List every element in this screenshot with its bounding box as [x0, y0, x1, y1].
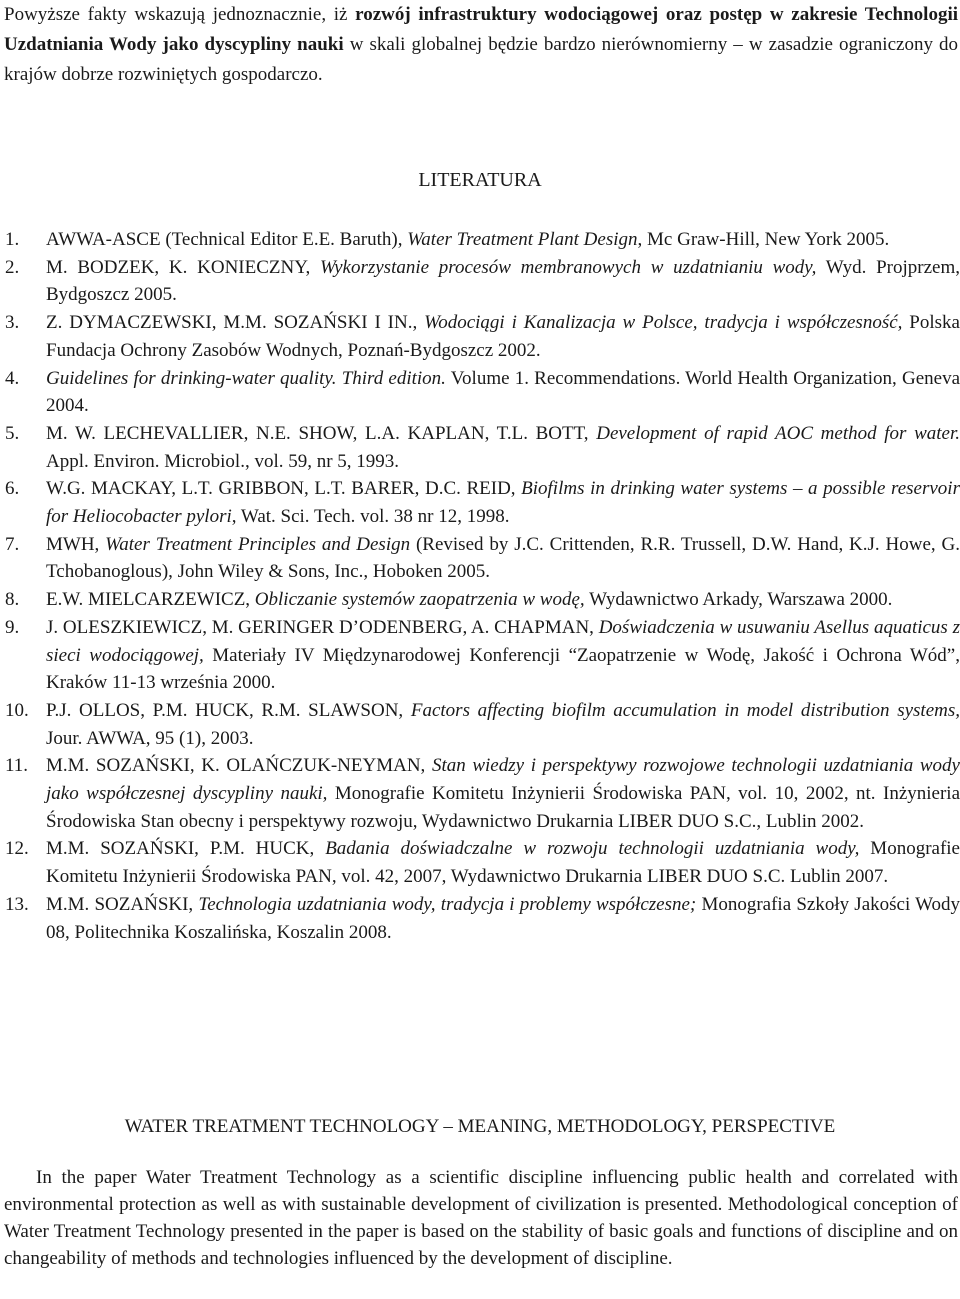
reference-authors: W.G. MACKAY, L.T. GRIBBON, L.T. BARER, D.C. REID,: [46, 478, 522, 500]
reference-title: Wodociągi i Kanalizacja w Polsce, tradycja i współczesność,: [424, 312, 903, 334]
reference-publication: Monografie Komitetu Inżynierii Środowiska PAN, vol. 42, 2007, Wydawnictwo Drukarnia LIBER DUO S.C. Lublin 2007.: [46, 838, 960, 888]
reference-publication: , Mc Graw-Hill, New York 2005.: [637, 229, 890, 250]
reference-body: [46, 752, 960, 835]
reference-title: Badania doświadczalne w rozwoju technologii uzdatniania wody,: [325, 838, 860, 860]
reference-number: 10.: [5, 699, 29, 721]
reference-title: Water Treatment Plant Design: [407, 229, 638, 250]
reference-authors: P.J. OLLOS, P.M. HUCK, R.M. SLAWSON,: [46, 699, 411, 721]
reference-item: [0, 586, 960, 614]
reference-item: [0, 365, 960, 420]
reference-authors: M. BODZEK, K. KONIECZNY,: [46, 256, 320, 278]
reference-item: [0, 309, 960, 364]
reference-body: [46, 835, 960, 890]
reference-body: [46, 420, 960, 475]
reference-number: 8.: [5, 589, 20, 611]
reference-title: Guidelines for drinking-water quality. Third edition.: [46, 367, 446, 389]
reference-body: [46, 697, 960, 752]
reference-publication: Polska Fundacja Ochrony Zasobów Wodnych, Poznań-Bydgoszcz 2002.: [46, 312, 960, 361]
reference-item: [0, 475, 960, 530]
reference-list: [0, 226, 960, 946]
reference-authors: M. W. LECHEVALLIER, N.E. SHOW, L.A. KAPLAN, T.L. BOTT,: [46, 422, 597, 444]
abstract-paragraph: [4, 1164, 958, 1272]
reference-item: [0, 614, 960, 697]
reference-item: [0, 254, 960, 309]
reference-body: [46, 614, 960, 697]
abstract-text: In the paper Water Treatment Technology as a scientific discipline influencing public health and correlated with environmental protection as well as with sustainable development of civilization is presented. Methodological conception of Water Treatment Technology presented in the paper is based on the stability of basic goals and functions of discipline and on changeability of methods and technologies influenced by the development of discipline.: [4, 1167, 958, 1269]
reference-title: Stan wiedzy i perspektywy rozwojowe technologii uzdatniania wody jako współczesnej dyscypliny nauki,: [46, 755, 960, 805]
reference-body: [46, 254, 960, 309]
reference-number: 13.: [5, 893, 29, 915]
reference-number: 11.: [5, 755, 29, 777]
reference-title: Water Treatment Principles and Design: [105, 533, 411, 555]
reference-authors: AWWA-ASCE (Technical Editor E.E. Baruth),: [46, 229, 408, 250]
reference-authors: MWH,: [46, 533, 106, 555]
reference-item: [0, 226, 960, 254]
reference-authors: M.M. SOZAŃSKI,: [46, 893, 199, 915]
reference-number: 5.: [5, 422, 20, 444]
reference-number: 1.: [5, 229, 20, 250]
reference-body: [46, 891, 960, 946]
intro-paragraph: [4, 0, 958, 90]
reference-authors: J. OLESZKIEWICZ, M. GERINGER D’ODENBERG, A. CHAPMAN,: [46, 616, 599, 638]
english-title: WATER TREATMENT TECHNOLOGY – MEANING, METHODOLOGY, PERSPECTIVE: [124, 1116, 836, 1137]
reference-authors: Z. DYMACZEWSKI, M.M. SOZAŃSKI I IN.,: [46, 312, 425, 334]
reference-body: [46, 475, 960, 530]
reference-publication: Appl. Environ. Microbiol., vol. 59, nr 5, 1993.: [46, 450, 400, 472]
reference-title: Doświadczenia w usuwaniu Asellus aquaticus z sieci wodociągowej,: [46, 616, 960, 666]
reference-authors: E.W. MIELCARZEWICZ,: [46, 589, 255, 611]
reference-authors: M.M. SOZAŃSKI, P.M. HUCK,: [46, 838, 326, 860]
reference-title: Biofilms in drinking water systems – a possible reservoir for Heliocobacter pylori: [46, 478, 960, 528]
reference-publication: Wyd. Projprzem, Bydgoszcz 2005.: [46, 256, 960, 306]
literature-heading: LITERATURA: [418, 169, 542, 191]
reference-item: [0, 835, 960, 890]
reference-number: 6.: [5, 478, 20, 500]
reference-publication: Jour. AWWA, 95 (1), 2003.: [46, 727, 254, 749]
reference-number: 12.: [5, 838, 29, 860]
reference-number: 7.: [5, 533, 20, 555]
reference-publication: Wydawnictwo Arkady, Warszawa 2000.: [584, 589, 893, 611]
reference-title: Wykorzystanie procesów membranowych w uzdatnianiu wody,: [320, 256, 817, 278]
reference-item: [0, 891, 960, 946]
intro-bold-text: rozwój infrastruktury wodociągowej oraz postęp w zakresie Technologii Uzdatniania Wody jako dyscypliny nauki: [4, 4, 958, 55]
reference-publication: , Wat. Sci. Tech. vol. 38 nr 12, 1998.: [231, 506, 510, 528]
reference-publication: Monografia Szkoły Jakości Wody 08, Politechnika Koszalińska, Koszalin 2008.: [46, 893, 960, 943]
reference-authors: M.M. SOZAŃSKI, K. OLAŃCZUK-NEYMAN,: [46, 755, 432, 777]
reference-number: 9.: [5, 616, 20, 638]
reference-title: Technologia uzdatniania wody, tradycja i problemy współczesne;: [198, 893, 697, 915]
reference-number: 3.: [5, 312, 20, 334]
reference-body: [46, 309, 960, 364]
intro-text-2: w skali globalnej będzie bardzo nierównomierny – w zasadzie ograniczony do krajów dobrze rozwiniętych gospodarczo.: [4, 34, 959, 85]
reference-publication: Volume 1. Recommendations. World Health Organization, Geneva 2004.: [46, 367, 960, 417]
reference-number: 4.: [5, 367, 20, 389]
reference-body: [46, 586, 960, 614]
reference-number: 2.: [5, 256, 20, 278]
reference-item: [0, 531, 960, 586]
reference-title: Development of rapid AOC method for water.: [596, 422, 960, 444]
reference-title: Obliczanie systemów zaopatrzenia w wodę,: [254, 589, 585, 611]
reference-body: [46, 365, 960, 420]
intro-text-1: Powyższe fakty wskazują jednoznacznie, iż: [4, 4, 356, 25]
reference-publication: Monografie Komitetu Inżynierii Środowiska PAN, vol. 10, 2002, nt. Inżynieria Środowiska Stan obecny i perspektywy rozwoju, Wydawnictwo Drukarnia LIBER DUO S.C., Lublin 2002.: [46, 783, 960, 832]
reference-item: [0, 752, 960, 835]
reference-title: Factors affecting biofilm accumulation in model distribution systems,: [410, 699, 960, 721]
reference-publication: Materiały IV Międzynarodowej Konferencji “Zaopatrzenie w Wodę, Jakość i Ochrona Wód”, Kraków 11-13 września 2000.: [46, 644, 960, 694]
reference-body: [46, 226, 960, 254]
reference-body: [46, 531, 960, 586]
reference-publication: (Revised by J.C. Crittenden, R.R. Trussell, D.W. Hand, K.J. Howe, G. Tchobanoglous), John Wiley & Sons, Inc., Hoboken 2005.: [46, 533, 960, 583]
reference-item: [0, 697, 960, 752]
reference-item: [0, 420, 960, 475]
